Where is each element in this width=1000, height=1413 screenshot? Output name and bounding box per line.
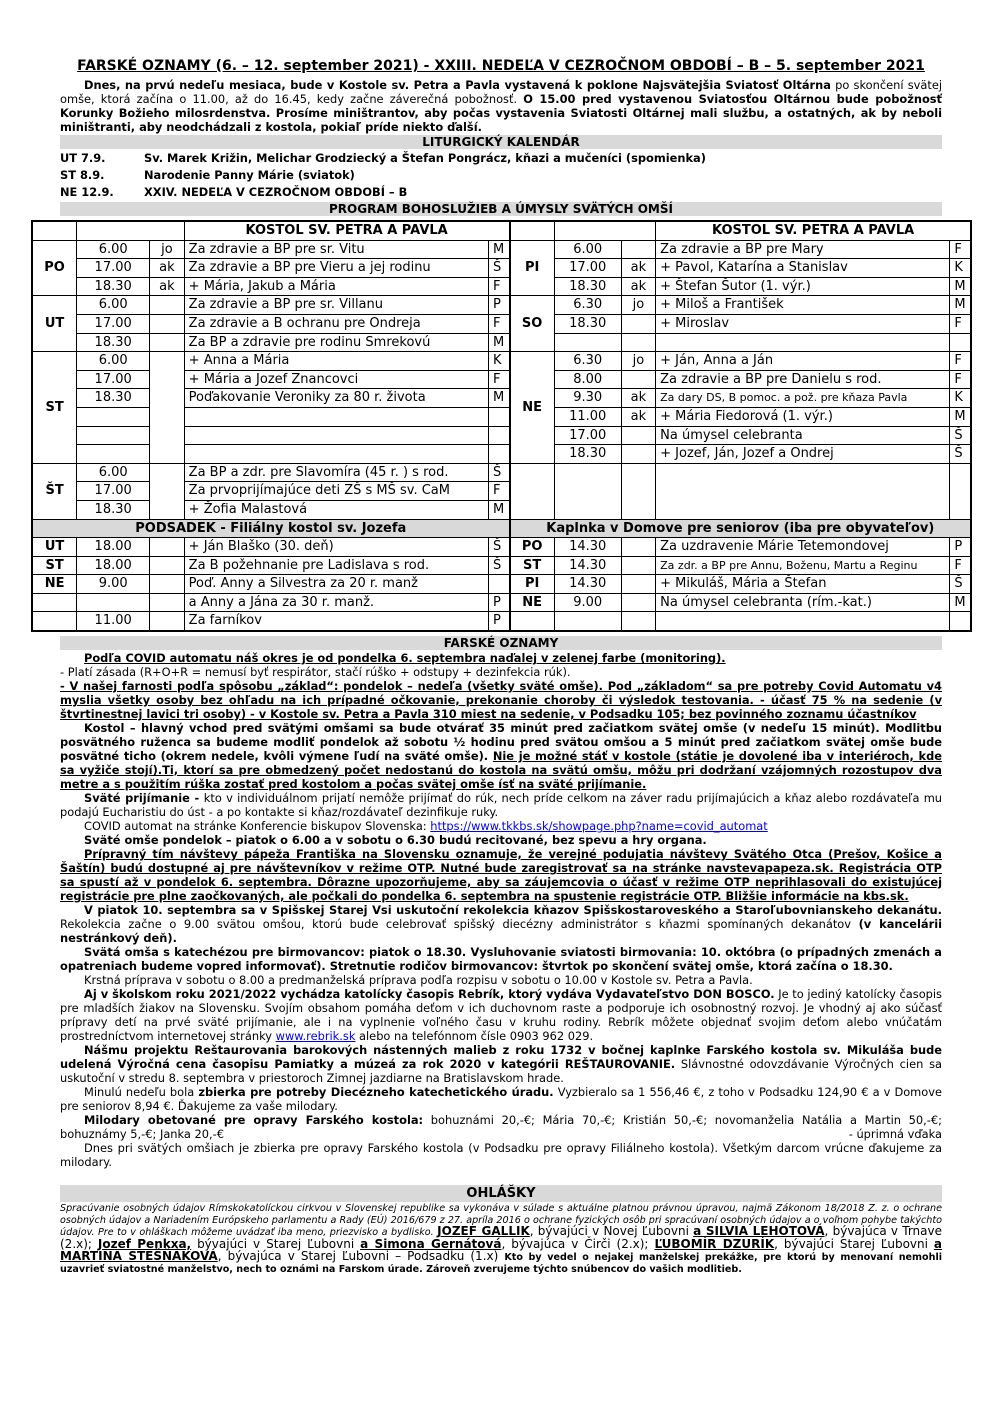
intention-code: F [489, 277, 510, 296]
kostol-paragraph [60, 721, 942, 791]
prijimanie-text: kto v individuálnom prijatí nemôže prijímať do rúk, nech príde celkom na záver radu prijímajúcich a kňaz alebo rozdávateľa mu podajú Eucharistiu do úst - a po kontakte si kňaz/rozdávateľ dezinfikuje ruky. [60, 791, 943, 820]
mass-intention: + Mária, Jakub a Mária [184, 277, 488, 296]
day-label: ST [32, 556, 77, 575]
milodary-lead: Milodary obetované pre opravy Farského kostola: [84, 1113, 424, 1128]
banns-text: , bývajúca v Trnave (2.x); [60, 1224, 942, 1251]
zbierka-title: zbierka pre potreby Diecézneho katechetického úradu. [198, 1085, 554, 1100]
mass-intention: Za BP a zdravie pre rodinu Smrekovú [184, 333, 488, 352]
priest-code: ak [621, 407, 655, 426]
intention-code: F [489, 314, 510, 333]
mass-intention: + Mikuláš, Mária a Štefan [656, 575, 950, 594]
rekolekcia-note: (v kancelárii nestránkový deň). [60, 917, 942, 946]
mass-time: 14.30 [554, 575, 621, 594]
covid-status: Podľa COVID automatu náš okres je od pondelka 6. septembra naďalej v zelenej farbe (monitoring). [84, 651, 726, 666]
mass-time: 17.00 [77, 259, 150, 278]
priest-code: ak [621, 389, 655, 408]
mass-intention: a Anny a Jána za 30 r. manž. [184, 593, 488, 612]
rebrik-link[interactable]: www.rebrik.sk [275, 1029, 356, 1044]
day-label: ŠT [32, 463, 77, 519]
mass-time: 6.30 [554, 296, 621, 315]
mass-intention: + Mária a Jozef Znancovci [184, 370, 488, 389]
intention-code: K [950, 259, 971, 278]
banns-name: JOZEF GALLIK [437, 1224, 530, 1239]
intention-code: M [489, 389, 510, 408]
intention-code: M [950, 277, 971, 296]
mass-time: 6.00 [554, 240, 621, 259]
banns-name: Jozef Penkxa, [97, 1236, 192, 1251]
church-right-heading: KOSTOL SV. PETRA A PAVLA [656, 221, 971, 240]
intro-text-3: O 15.00 pred vystavenou Sviatosťou Oltárnou bude pobožnosť Korunky Božieho milosrdenstva. Prosíme miništrantov, aby počas vystavenia Sviatosti Oltárnej mali službu, a ostatných, ak by neboli miništranti, aby neodchádzali z kostola, pokiaľ príde niekto ďalší. [60, 92, 943, 134]
mass-time: 18.30 [554, 445, 621, 464]
calendar-text: XXIV. NEDEĽA V CEZROČNOM OBDOBÍ – B [144, 185, 408, 199]
intro-text-2: po skončení svätej omše, ktorá začína o 11.00, až do 16.45, kedy začne záverečná pobožnosť. [60, 78, 942, 106]
intro-paragraph [60, 78, 942, 134]
mass-time: 18.00 [77, 538, 150, 557]
intention-code: K [489, 352, 510, 371]
mass-intention: Za zdravie a BP pre Vieru a jej rodinu [184, 259, 488, 278]
mass-time: 18.30 [77, 389, 150, 408]
calendar-heading: LITURGICKÝ KALENDÁR [60, 135, 942, 149]
priest-code: jo [150, 240, 184, 259]
kaplnka-heading: Kaplnka v Domove pre seniorov (iba pre obyvateľov) [510, 519, 971, 538]
day-label: ST [510, 556, 555, 575]
mass-intention: Za prvoprijímajúce deti ZŠ s MŠ sv. CaM [184, 482, 488, 501]
intention-code: K [950, 389, 971, 408]
zbierka-text: Vyzbieralo sa 1 556,46 €, z toho v Podsadku 124,90 € a v Domove pre seniorov 8,94 €. Ďakujeme za vaše milodary. [60, 1085, 942, 1114]
intention-code: F [950, 370, 971, 389]
mass-time: 18.30 [554, 277, 621, 296]
mass-time: 18.30 [77, 277, 150, 296]
church-left-heading: KOSTOL SV. PETRA A PAVLA [184, 221, 509, 240]
mass-time: 6.00 [77, 463, 150, 482]
prijimanie-label: Sväté prijímanie - [84, 791, 204, 806]
milodary-text: bohuznámi 20,-€; Mária 70,-€; Kristián 50,-€; novomanželia Natália a Martin 50,-€; bohuznámy 5,-€; Janka 20,-€ [60, 1113, 942, 1142]
mass-intention: Za zdr. a BP pre Annu, Boženu, Martu a Reginu [656, 556, 950, 575]
mass-time: 17.00 [77, 370, 150, 389]
mass-time: 14.30 [554, 556, 621, 575]
intro-text-1: Dnes, na prvú nedeľu mesiaca, bude v Kostole sv. Petra a Pavla vystavená k poklone Najsvätejšia Sviatosť Oltárna [84, 78, 831, 92]
katecheza-paragraph: Svätá omša s katechézou pre birmovancov: piatok o 18.30. Vysluhovanie sviatosti birmovania: 10. októbra (o prípadných zmenách a opatreniach budeme vopred informovať). Stretnutie rodičov birmovancov: štvrtok po skončení svätej omše, ktorá začína o 18.30. [60, 945, 942, 974]
dnes-paragraph: Dnes pri svätých omšiach je zbierka pre opravy Farského kostola (v Podsadku pre opravy Filiálneho kostola). Všetkým darcom vrúcne ďakujeme za milodary. [60, 1141, 942, 1170]
day-label: NE [510, 593, 555, 612]
calendar-day: ST 8.9. [60, 168, 105, 182]
page-title: FARSKÉ OZNAMY (6. – 12. september 2021) - XXIII. NEDEĽA V CEZROČNOM OBDOBÍ – B – 5. september 2021 [77, 58, 925, 74]
mass-time: 17.00 [554, 426, 621, 445]
rekolekcia-text: Rekolekcia začne o 9.00 svätou omšou, ktorú bude celebrovať spišský diecézny administrátor s kňazmi spomínaných dekanátov [60, 917, 859, 932]
milodary-paragraph [60, 1113, 942, 1141]
covid-link-paragraph [60, 819, 942, 833]
day-label: PO [32, 240, 77, 296]
mass-intention: + Jozef, Ján, Jozef a Ondrej [656, 445, 950, 464]
mass-time: 14.30 [554, 538, 621, 557]
mass-time: 17.00 [554, 259, 621, 278]
covid-automat-link[interactable]: https://www.tkkbs.sk/showpage.php?name=covid_automat [430, 819, 768, 834]
mass-time: 8.00 [554, 370, 621, 389]
mass-intention: Za B požehnanie pre Ladislava s rod. [184, 556, 488, 575]
calendar-day: NE 12.9. [60, 185, 114, 199]
calendar-text: Sv. Marek Križin, Melichar Grodziecký a Štefan Pongrácz, kňazi a mučeníci (spomienka) [144, 151, 706, 165]
intention-code: M [950, 407, 971, 426]
banns-text: , bývajúca v Starej Ľubovni – Podsadku (1.x) [217, 1249, 505, 1264]
day-label: ST [32, 352, 77, 464]
intention-code: P [489, 612, 510, 631]
mass-time: 18.00 [77, 556, 150, 575]
intention-code: M [489, 333, 510, 352]
priest-code: ak [621, 277, 655, 296]
covid-link-label: COVID automat na stránke Konferencie biskupov Slovenska: [84, 819, 431, 834]
intention-code: Š [489, 259, 510, 278]
covid-rule: - Platí zásada (R+O+R = nemusí byť respirátor, stačí rúško + odstupy + dezinfekcia rúk). [60, 665, 571, 680]
podsadek-heading: PODSADEK - Filiálny kostol sv. Jozefa [32, 519, 510, 538]
priest-code: ak [150, 277, 184, 296]
intention-code: F [489, 482, 510, 501]
intention-code: F [950, 556, 971, 575]
priest-code: jo [621, 352, 655, 371]
intention-code: P [489, 296, 510, 315]
covid-parish-rule: - V našej farnosti podľa spôsobu „základ“: pondelok – nedeľa (všetky sväté omše). Pod „základom“ sa pre potreby Covid Automatu v4 myslia všetky osoby bez ohľadu na ich prípadné očkovanie, prekonanie choroby či výsledok testovania. - účasť 75 % na sedenie (v štvrtinestnej lavici tri osoby) - v Kostole sv. Petra a Pavla 310 miest na sedenie, v Podsadku 105; bez povinného zoznamu účastníkov [60, 679, 942, 722]
mass-intention: Za zdravie a BP pre sr. Vitu [184, 240, 488, 259]
intention-code: P [950, 538, 971, 557]
priest-code: jo [621, 296, 655, 315]
mass-time: 18.30 [77, 500, 150, 519]
mass-time: 11.00 [77, 612, 150, 631]
rekolekcia-lead: V piatok 10. septembra sa v Spišskej Starej Vsi uskutoční rekolekcia kňazov Spišskostaroveského a Staroľubovnianskeho dekanátu. [84, 903, 942, 918]
mass-intention: + Pavol, Katarína a Stanislav [656, 259, 950, 278]
intention-code: Š [950, 445, 971, 464]
mass-time: 18.30 [77, 333, 150, 352]
intention-code: Š [489, 463, 510, 482]
gdpr-notice: Spracúvanie osobných údajov Rímskokatolíckou cirkvou v Slovenskej republike sa vykonáva v súlade s aktuálne platnou právnou úpravou, najmä Zákonom 18/2018 Z. z. o ochrane osobných údajov a Nariadením Európskeho parlamentu a Rady (EÚ) 2016/679 z 27. apríla 2016 o ochrane fyzických osôb pri spracúvaní osobných údajov a o voľnom pohybe takýchto údajov. Pre to v ohláškach môžeme uvádzať iba meno, priezvisko a bydlisko. [60, 1203, 942, 1239]
rebrik-paragraph [60, 987, 942, 1043]
papez-paragraph: Prípravný tím návštevy pápeža Františka na Slovensku oznamuje, že verejné podujatia návštevy Svätého Otca (Prešov, Košice a Šaštín) budú dostupné aj pre návštevníkov v režime OTP. Nutné bude zaregistrovať sa na stránke navstevapapeza.sk. Registrácia OTP sa spustí až v pondelok 6. septembra. Dôrazne upozorňujeme, aby sa záujemcovia o účasť v režime OTP neprihlasovali do existujúcej registrácie pre plne zaočkovaných, ale počkali do pondelka 6. septembra na spustenie registrácie OTP. Bližšie informácie na kbs.sk. [60, 847, 942, 904]
day-label: PI [510, 240, 555, 296]
rekolekcia-paragraph [60, 903, 942, 945]
priest-code: ak [150, 259, 184, 278]
banns-name: a SILVIA LEHOTOVÁ [693, 1224, 825, 1239]
intention-code: M [950, 296, 971, 315]
restaurovanie-text: Slávnostné odovzdávanie Výročných cien sa uskutoční v stredu 8. septembra v priestoroch Zimnej jazdiarne na Bratislavskom hrade. [60, 1057, 943, 1086]
calendar-text: Narodenie Panny Márie (sviatok) [144, 168, 355, 182]
mass-intention: Za dary DS, B pomoc. a pož. pre kňaza Pavla [656, 389, 950, 408]
intention-code: Š [950, 426, 971, 445]
mass-intention: Za zdravie a BP pre Danielu s rod. [656, 370, 950, 389]
mass-time: 6.30 [554, 352, 621, 371]
banns-text: , bývajúci Starej Ľubovni [774, 1236, 934, 1251]
kostol-standing-text: Nie je možné stáť v kostole (státie je dovolené iba v interiéroch, kde sa vyžiče stojí).Ti, ktorí sa pre obmedzený počet nedostanú do kostola na svätú omšu, môžu pri dodržaní vzájomných rozostupov dva metre a s použitím rúška zostať pred kostolom a počas svätej omše ísť na sväté prijímanie. [60, 749, 942, 792]
mass-time: 18.30 [554, 314, 621, 333]
day-label: PI [510, 575, 555, 594]
mass-intention: Za farníkov [184, 612, 488, 631]
mass-intention: + Miroslav [656, 314, 950, 333]
mass-time: 9.00 [77, 575, 150, 594]
banns-closing: Kto by vedel o nejakej manželskej prekážke, pre ktorú by menovaní nemohli uzavrieť sviatostné manželstvo, nech to oznámi na Farskom úrade. Zároveň zverujeme týchto snúbencov do vašich modlitieb. [60, 1252, 943, 1276]
mass-intention: + Ján, Anna a Ján [656, 352, 950, 371]
day-label: SO [510, 296, 555, 352]
intention-code: M [489, 240, 510, 259]
day-label: UT [32, 296, 77, 352]
mass-intention: + Ján Blaško (30. deň) [184, 538, 488, 557]
mass-intention: Poď. Anny a Silvestra za 20 r. manž [184, 575, 488, 594]
mass-intention: Za zdravie a B ochranu pre Ondreja [184, 314, 488, 333]
intention-code: F [950, 352, 971, 371]
mass-schedule-table [31, 220, 972, 632]
oznamy-heading: FARSKÉ OZNAMY [60, 636, 942, 650]
banns-text: , bývajúci v Novej Ľubovni [529, 1224, 694, 1239]
ohlasky-paragraph [60, 1203, 942, 1276]
priest-code: ak [621, 259, 655, 278]
mass-intention: + Anna a Mária [184, 352, 488, 371]
intention-code: F [489, 370, 510, 389]
calendar-day: UT 7.9. [60, 151, 106, 165]
intention-code: P [489, 593, 510, 612]
kostol-text: Kostol – hlavný vchod pred svätými omšami sa bude otvárať 35 minút pred začiatkom svätej omše (v nedeľu 15 minút). Modlitbu posvätného ruženca sa budeme modliť pondelok až sobotu ½ hodinu pred svätou omšou a 5 minút pred začiatkom svätej omše bude posvätné ticho (okrem nedele, kvôli výmene ľudí na sväté omše). [60, 721, 942, 764]
intention-code: Š [489, 538, 510, 557]
day-label: UT [32, 538, 77, 557]
mass-intention: Za zdravie a BP pre sr. Villanu [184, 296, 488, 315]
prijimanie-paragraph [60, 791, 942, 819]
mass-intention: Za BP a zdr. pre Slavomíra (45 r. ) s rod. [184, 463, 488, 482]
restaurovanie-paragraph [60, 1043, 942, 1085]
banns-name: ĽUBOMÍR DZURÍK [654, 1236, 775, 1251]
krstna-paragraph: Krstná príprava v sobotu o 8.00 a predmanželská príprava podľa rozpisu v sobotu o 10.00 v Kostole sv. Petra a Pavla. [84, 973, 753, 988]
program-heading: PROGRAM BOHOSLUŽIEB A ÚMYSLY SVÄTÝCH OMŠÍ [60, 202, 942, 216]
milodary-thanks: - úprimná vďaka [848, 1127, 942, 1142]
mass-time: 11.00 [554, 407, 621, 426]
bulletin-page [44, 58, 966, 1276]
rebrik-phone: alebo na telefónnom čísle 0903 962 029. [355, 1029, 594, 1044]
mass-intention: Na úmysel celebranta [656, 426, 950, 445]
zbierka-paragraph [60, 1085, 942, 1113]
mass-intention: Za uzdravenie Márie Tetemondovej [656, 538, 950, 557]
intention-code: F [950, 314, 971, 333]
omse-paragraph: Sväté omše pondelok – piatok o 6.00 a v sobotu o 6.30 budú recitované, bez spevu a hry organa. [84, 833, 707, 848]
intention-code: M [950, 593, 971, 612]
mass-intention: + Mária Fiedorová (1. výr.) [656, 407, 950, 426]
restaurovanie-lead: Nášmu projektu Reštaurovania barokových nástenných malieb z roku 1732 v bočnej kaplnke Farského kostola sv. Mikuláša bude udelená Výročná cena časopisu Pamiatky a múzeá za rok 2020 v kategórii REŠTAUROVANIE. [60, 1043, 942, 1072]
priest-code [621, 240, 655, 259]
banns-name: a MARTINA STEŠŇÁKOVÁ [60, 1236, 943, 1264]
mass-time: 17.00 [77, 314, 150, 333]
mass-time: 6.00 [77, 296, 150, 315]
liturgical-calendar [60, 150, 942, 201]
day-label: NE [510, 352, 555, 464]
mass-intention: Poďakovanie Veroniky za 80 r. života [184, 389, 488, 408]
mass-time: 9.00 [554, 593, 621, 612]
mass-intention: + Miloš a František [656, 296, 950, 315]
zbierka-lead: Minulú nedeľu bola [84, 1085, 199, 1100]
mass-intention: Na úmysel celebranta (rím.-kat.) [656, 593, 950, 612]
intention-code: F [950, 240, 971, 259]
intention-code: Š [950, 575, 971, 594]
ohlasky-heading: OHLÁŠKY [60, 1185, 942, 1202]
day-label: NE [32, 575, 77, 594]
banns-name: a Simona Gernátová [360, 1236, 502, 1251]
day-label: PO [510, 538, 555, 557]
mass-intention: + Štefan Šutor (1. výr.) [656, 277, 950, 296]
mass-intention: + Žofia Malastová [184, 500, 488, 519]
mass-time: 6.00 [77, 240, 150, 259]
mass-time: 17.00 [77, 482, 150, 501]
rebrik-text: Je to jediný katolícky časopis pre mladších žiakov na Slovensku. Svojím obsahom pomáha deťom v ich duchovnom raste a podporuje ich osobnostný rozvoj. Je vhodný aj ako súčasť prípravy detí na prvé sväté prijímanie, ale i na vyplnenie voľného času v kruhu rodiny. Rebrík môžete objednať svojim deťom alebo vnúčatám prostredníctvom internetovej stránky [60, 987, 942, 1044]
intention-code: M [489, 500, 510, 519]
banns-text: , bývajúca v Čirči (2.x); [501, 1236, 655, 1251]
banns-text: bývajúci v Starej Ľubovni [191, 1236, 361, 1251]
mass-time: 9.30 [554, 389, 621, 408]
mass-intention: Za zdravie a BP pre Mary [656, 240, 950, 259]
mass-time: 6.00 [77, 352, 150, 371]
intention-code: Š [489, 556, 510, 575]
rebrik-lead: Aj v školskom roku 2021/2022 vychádza katolícky časopis Rebrík, ktorý vydáva Vydavateľstvo DON BOSCO. [84, 987, 775, 1002]
